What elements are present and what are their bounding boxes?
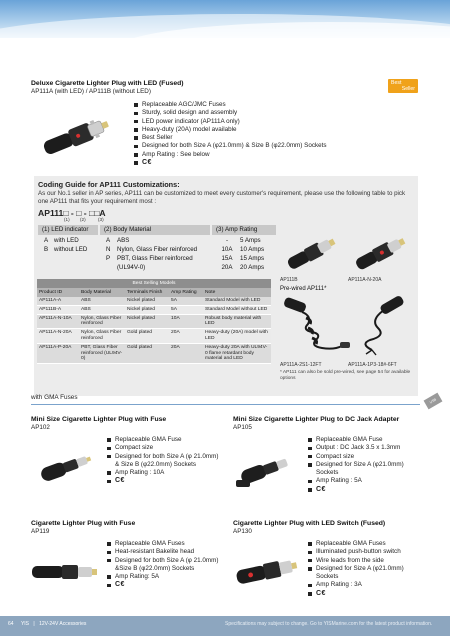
table-cell: Nickel plated	[125, 305, 169, 314]
image-caption: AP111A-2S1-12FT	[280, 362, 322, 368]
footer-disclaimer: Specifications may subject to change. Go to YISMarine.com for the latest product information.	[225, 621, 433, 627]
led-option-code: B	[44, 246, 49, 253]
material-option-code: A	[106, 237, 111, 244]
product-code: AP119	[31, 528, 50, 535]
amp-option-label: 15 Amps	[240, 255, 265, 262]
table-cell: ABS	[79, 305, 125, 314]
image-caption: AP111B	[280, 277, 298, 283]
table-header: Terminals Finish	[125, 288, 169, 297]
table-cell: Nylon, Glass Fiber reinforced	[79, 329, 125, 344]
footer-category: 12V-24V Accessories	[39, 621, 87, 627]
code-number: (1)	[64, 217, 70, 222]
prewired-straight-cord-image	[350, 296, 416, 358]
material-option-label: Nylon, Glass Fiber reinforced	[117, 246, 198, 253]
amp-option-label: 5 Amps	[240, 237, 261, 244]
table-cell: Standard Model without LED	[203, 305, 271, 314]
table-row	[37, 297, 271, 305]
feature-item: Designed for both Size A (φ 21.0mm) & Size B (φ22.0mm) Sockets	[107, 453, 219, 470]
prewired-coiled-cord-image	[282, 296, 354, 358]
table-row	[37, 314, 271, 329]
main-plug-image	[34, 108, 116, 164]
product-code: AP130	[233, 528, 252, 535]
table-row	[37, 329, 271, 344]
table-cell: AP111A-A	[37, 297, 79, 305]
table-cell: AP111B-A	[37, 305, 79, 314]
feature-item: Designed for both Size A (φ21.0mm) & Size B (φ22.0mm) Sockets	[134, 142, 327, 150]
table-cell: PBT, Glass Fiber reinforced (UL94V-0)	[79, 343, 125, 363]
feature-item: Designed for Size A (φ21.0mm) Sockets	[308, 461, 426, 478]
table-cell: 5A	[169, 297, 203, 305]
material-option-code: P	[106, 255, 111, 262]
table-row	[37, 305, 271, 314]
table-cell: Nickel plated	[125, 297, 169, 305]
page-number: 64	[8, 621, 14, 627]
product-title: Cigarette Lighter Plug with Fuse	[31, 520, 136, 527]
feature-item: Designed for both Size A (φ 21.0mm) &Size B (φ22.0mm) Sockets	[107, 557, 225, 574]
prewired-note: * AP111 can also be sold pre-wired, see page 54 for available options	[280, 370, 411, 381]
best-selling-table	[37, 279, 271, 364]
coding-guide-intro: As our No.1 seller in AP series, AP111 can be customized to meet every customer's requirement, please use the following table to pick one AP111 that fits your requirement most :	[38, 190, 406, 205]
table-row	[37, 343, 271, 363]
product-title: Mini Size Cigarette Lighter Plug to DC Jack Adapter	[233, 416, 400, 423]
amp-option-code: 15A	[221, 255, 233, 262]
feature-item: Wire leads from the side	[308, 557, 426, 565]
product-feature-list	[308, 540, 426, 598]
feature-item: Compact size	[107, 444, 219, 452]
section-label: with GMA Fuses	[31, 394, 78, 401]
feature-item: Sturdy, solid design and assembly	[134, 109, 327, 117]
table-cell: 20A	[169, 329, 203, 344]
feature-item: Amp Rating : 3A	[308, 581, 426, 589]
plug-image-ap111a-n-20a	[350, 232, 412, 274]
product-feature-list	[308, 436, 426, 494]
footer-brand: YIS	[20, 621, 30, 627]
table-cell: 5A	[169, 305, 203, 314]
image-caption: AP111A-1P3-18#-6FT	[348, 362, 397, 368]
material-option-label: ABS	[117, 237, 130, 244]
feature-item: Replaceable GMA Fuses	[107, 540, 225, 548]
feature-item: Compact size	[308, 453, 426, 461]
table-caption: Best Selling Models	[37, 279, 271, 288]
table-header: Product ID	[37, 288, 79, 297]
model-code: AP111□ - □ - □□A	[38, 208, 106, 218]
feature-item: Amp Rating : 10A	[107, 469, 219, 477]
best-seller-line2: Seller	[401, 86, 415, 92]
product-code: AP105	[233, 424, 252, 431]
ce-mark: C€	[308, 590, 426, 598]
header-body-material: (2) Body Material	[100, 225, 210, 235]
amp-option-label: 10 Amps	[240, 246, 265, 253]
table-cell: Gold plated	[125, 329, 169, 344]
table-cell: AP111A-P-20A	[37, 343, 79, 363]
led-option-code: A	[44, 237, 49, 244]
table-header: Note	[203, 288, 271, 297]
section-tag: USB	[424, 393, 443, 410]
product-code: AP102	[31, 424, 50, 431]
code-number: (2)	[80, 217, 86, 222]
product-feature-list	[107, 436, 219, 486]
plug-image-ap102	[32, 444, 102, 490]
amp-option-code: 20A	[221, 264, 233, 271]
ce-mark: C€	[107, 581, 225, 589]
feature-item: Best Seller	[134, 134, 327, 142]
feature-item: LED power indicator (AP111A only)	[134, 118, 327, 126]
feature-item: Replaceable AGC/JMC Fuses	[134, 101, 327, 109]
ce-mark: C€	[134, 159, 327, 167]
amp-option-code: 10A	[221, 246, 233, 253]
feature-item: Replaceable GMA Fuse	[107, 436, 219, 444]
table-cell: AP111A-N-10A	[37, 314, 79, 329]
product-feature-list	[107, 540, 225, 590]
led-option-label: with LED	[54, 237, 79, 244]
feature-item: Amp Rating : 5A	[308, 477, 426, 485]
table-cell: Heavy-duty (20A) model with LED	[203, 329, 271, 344]
plug-image-ap130	[232, 550, 306, 590]
product-title: Cigarette Lighter Plug with LED Switch (Fused)	[233, 520, 386, 527]
feature-item: Amp Rating: 5A	[107, 573, 225, 581]
table-cell: Nickel plated	[125, 314, 169, 329]
feature-item: Heat-resistant Bakelite head	[107, 548, 225, 556]
table-header: Amp Rating	[169, 288, 203, 297]
product-title: Mini Size Cigarette Lighter Plug with Fuse	[31, 416, 167, 423]
led-option-label: without LED	[54, 246, 88, 253]
table-cell: Robust body material with LED	[203, 314, 271, 329]
coding-guide-title: Coding Guide for AP111 Customizations:	[38, 180, 180, 189]
feature-item: Replaceable GMA Fuses	[308, 540, 426, 548]
ce-mark: C€	[308, 486, 426, 494]
footer-separator: |	[33, 621, 35, 627]
amp-option-label: 20 Amps	[240, 264, 265, 271]
feature-item: Amp Rating : See below	[134, 151, 327, 159]
best-seller-badge	[388, 79, 418, 93]
material-option-code: N	[106, 246, 111, 253]
table-cell: AP111A-N-20A	[37, 329, 79, 344]
table-cell: Standard Model with LED	[203, 297, 271, 305]
code-number: (3)	[98, 217, 104, 222]
table-cell: Gold plated	[125, 343, 169, 363]
amp-option-code: -	[225, 237, 229, 244]
header-band	[0, 0, 450, 38]
feature-item: Illuminated push-button switch	[308, 548, 426, 556]
table-cell: Heavy-duty 20A with UL94V-0 flame retardant body material and LED	[203, 343, 271, 363]
table-cell: 10A	[169, 314, 203, 329]
header-amp-rating: (3) Amp Rating	[212, 225, 276, 235]
section-divider	[31, 404, 420, 405]
table-cell: 20A	[169, 343, 203, 363]
table-header: Body Material	[79, 288, 125, 297]
material-option-label: (UL94V-0)	[117, 264, 146, 271]
plug-image-ap119	[30, 552, 104, 588]
footer-left	[8, 621, 86, 627]
feature-item: Output : DC Jack 3.5 x 1.3mm	[308, 444, 426, 452]
feature-item: Heavy-duty (20A) model available	[134, 126, 327, 134]
feature-item: Designed for Size A (φ21.0mm) Sockets	[308, 565, 426, 582]
image-caption: AP111A-N-20A	[348, 277, 382, 283]
table-cell: ABS	[79, 297, 125, 305]
table-cell: Nylon, Glass Fiber reinforced	[79, 314, 125, 329]
prewired-label: Pre-wired AP111*	[280, 286, 327, 292]
ce-mark: C€	[107, 477, 219, 485]
feature-item: Replaceable GMA Fuse	[308, 436, 426, 444]
main-feature-list	[134, 101, 327, 167]
material-option-label: PBT, Glass Fiber reinforced	[117, 255, 193, 262]
plug-image-ap111b	[282, 232, 342, 274]
main-product-title: Deluxe Cigarette Lighter Plug with LED (Fused)	[31, 80, 184, 87]
plug-image-ap105	[232, 444, 304, 494]
header-led-indicator: (1) LED indicator	[38, 225, 98, 235]
main-product-subtitle: AP111A (with LED) / AP111B (without LED)	[31, 88, 151, 95]
best-seller-line1: Best	[391, 80, 402, 86]
